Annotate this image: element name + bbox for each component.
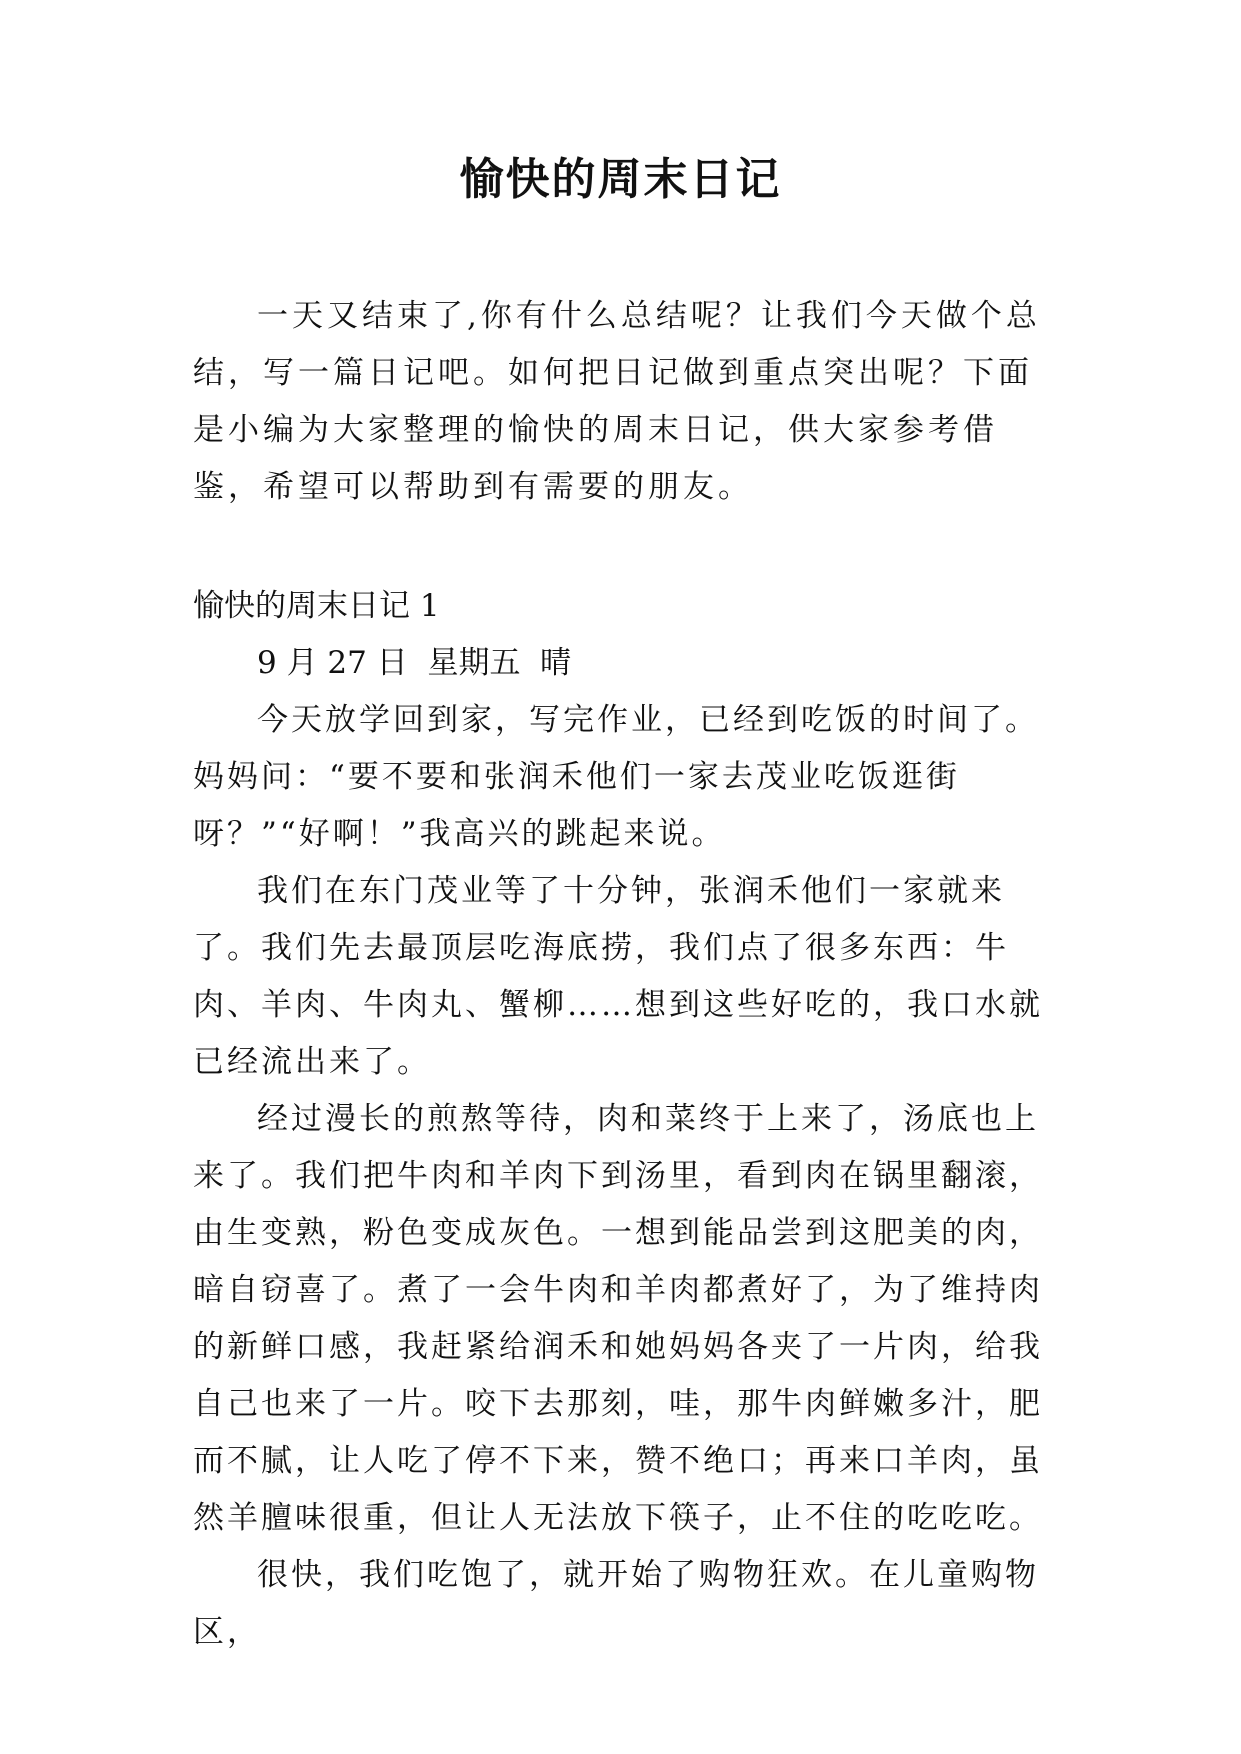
diary-date-line: 9 月 27 日 星期五 晴 [257, 645, 572, 681]
diary-body [193, 692, 1053, 1661]
document-title: 愉快的周末日记 [459, 154, 782, 205]
body-paragraph: 我们在东门茂业等了十分钟，张润禾他们一家就来了。我们先去最顶层吃海底捞，我们点了很多东西：牛肉、羊肉、牛肉丸、蟹柳……想到这些好吃的，我口水就已经流出来了。 [193, 873, 1043, 1080]
body-paragraph: 今天放学回到家，写完作业，已经到吃饭的时间了。妈妈问：“要不要和张润禾他们一家去茂业吃饭逛街呀？”“好啊！”我高兴的跳起来说。 [193, 702, 1039, 852]
section-title: 愉快的周末日记 1 [193, 588, 440, 624]
intro-paragraph: 一天又结束了,你有什么总结呢？让我们今天做个总结，写一篇日记吧。如何把日记做到重点突出呢？下面是小编为大家整理的愉快的周末日记，供大家参考借鉴，希望可以帮助到有需要的朋友。 [193, 298, 1041, 505]
body-paragraph: 经过漫长的煎熬等待，肉和菜终于上来了，汤底也上来了。我们把牛肉和羊肉下到汤里，看到肉在锅里翻滚，由生变熟，粉色变成灰色。一想到能品尝到这肥美的肉，暗自窃喜了。煮了一会牛肉和羊肉都煮好了，为了维持肉的新鲜口感，我赶紧给润禾和她妈妈各夹了一片肉，给我自己也来了一片。咬下去那刻，哇，那牛肉鲜嫩多汁，肥而不腻，让人吃了停不下来，赞不绝口；再来口羊肉，虽然羊膻味很重，但让人无法放下筷子，止不住的吃吃吃。 [193, 1101, 1043, 1536]
body-paragraph: 很快，我们吃饱了，就开始了购物狂欢。在儿童购物区， [193, 1557, 1039, 1650]
